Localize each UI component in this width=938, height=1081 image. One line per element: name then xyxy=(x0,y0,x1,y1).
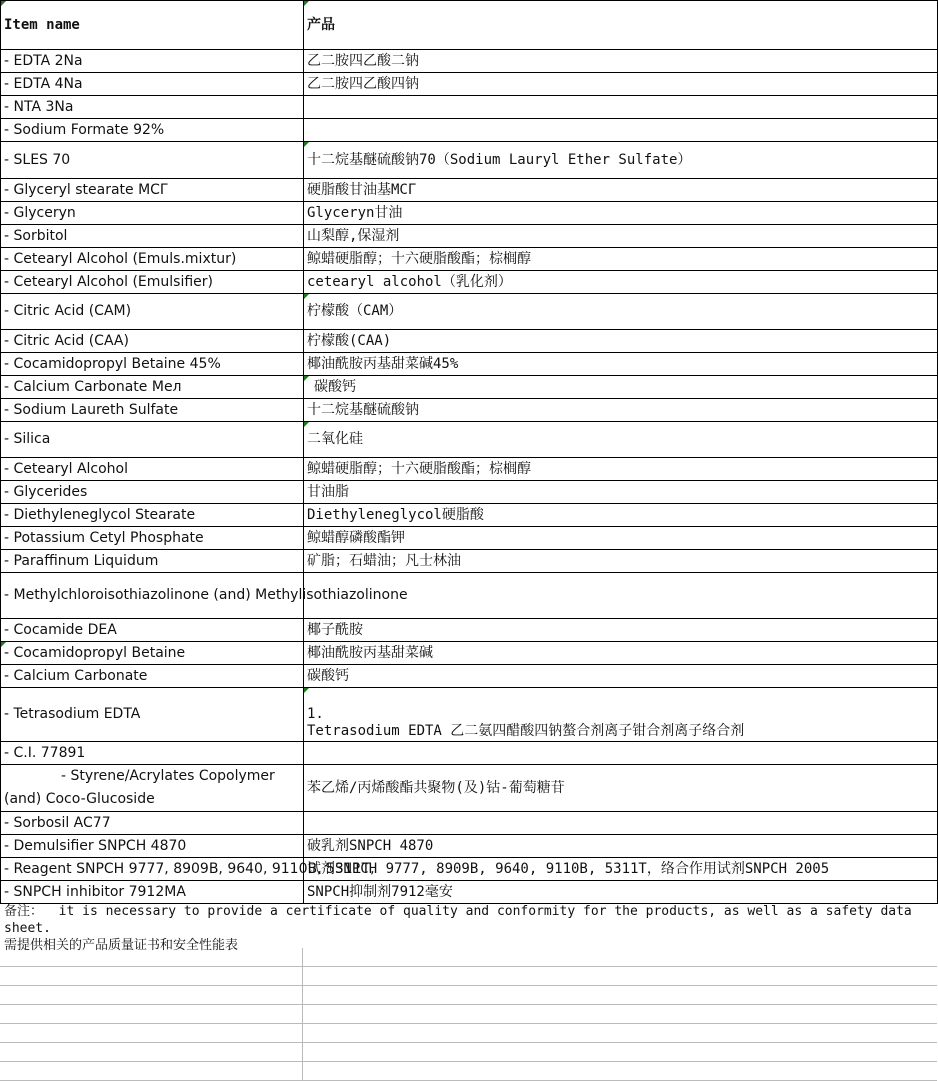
empty-row[interactable] xyxy=(0,967,937,986)
empty-row[interactable] xyxy=(0,1005,937,1024)
table-row xyxy=(1,527,938,550)
product-cell[interactable] xyxy=(304,119,938,142)
product-cell[interactable]: SNPCH抑制剂7912毫安 xyxy=(304,881,938,904)
item-name-cell[interactable]: - Cocamidopropyl Betaine 45% xyxy=(1,353,304,376)
product-cell[interactable]: 山梨醇,保湿剂 xyxy=(304,225,938,248)
item-name-cell[interactable]: - EDTA 2Na xyxy=(1,50,304,73)
table-row xyxy=(1,619,938,642)
table-row xyxy=(1,481,938,504)
item-name-cell[interactable] xyxy=(1,765,304,812)
product-cell[interactable]: 鲸蜡硬脂醇；十六硬脂酸酯；棕榈醇 xyxy=(304,248,938,271)
product-cell[interactable]: 破乳剂SNPCH 4870 xyxy=(304,835,938,858)
item-name-cell[interactable]: - Citric Acid (CAM) xyxy=(1,294,304,330)
product-cell[interactable]: 碳酸钙 xyxy=(304,376,938,399)
table-row xyxy=(1,73,938,96)
table-row xyxy=(1,665,938,688)
item-name-cell[interactable]: - Methylchloroisothiazolinone (and) Methylisothiazolinone xyxy=(1,573,304,619)
table-row xyxy=(1,179,938,202)
item-name-cell[interactable]: - SLES 70 xyxy=(1,142,304,179)
item-name-cell[interactable]: - Cetearyl Alcohol xyxy=(1,458,304,481)
item-name-cell[interactable]: - Cetearyl Alcohol (Emulsifier) xyxy=(1,271,304,294)
product-cell[interactable] xyxy=(304,688,938,742)
table-row xyxy=(1,812,938,835)
product-line: 1. xyxy=(307,706,324,722)
remark-note: 备注： it is necessary to provide a certificate of quality and conformity for the products, as well as a safety data sheet. 需提供相关的产品质量证书和安全性能表 xyxy=(4,904,912,953)
item-name-cell[interactable]: - Diethyleneglycol Stearate xyxy=(1,504,304,527)
table-row xyxy=(1,458,938,481)
item-name-cell[interactable]: - Calcium Carbonate xyxy=(1,665,304,688)
item-name-cell[interactable]: - NTA 3Na xyxy=(1,96,304,119)
table-row xyxy=(1,294,938,330)
item-name-cell[interactable]: - Calcium Carbonate Мел xyxy=(1,376,304,399)
table-row xyxy=(1,248,938,271)
item-name-cell[interactable]: - Citric Acid (CAA) xyxy=(1,330,304,353)
empty-row[interactable] xyxy=(0,1043,937,1062)
table-row xyxy=(1,330,938,353)
product-line: Tetrasodium EDTA 乙二氨四醋酸四钠螯合剂离子钳合剂离子络合剂 xyxy=(307,723,745,739)
item-name-cell[interactable]: - EDTA 4Na xyxy=(1,73,304,96)
product-cell[interactable]: 碳酸钙 xyxy=(304,665,938,688)
product-cell[interactable]: cetearyl alcohol（乳化剂） xyxy=(304,271,938,294)
product-cell[interactable]: 十二烷基醚硫酸钠70（Sodium Lauryl Ether Sulfate） xyxy=(304,142,938,179)
empty-row[interactable] xyxy=(0,986,937,1005)
item-name-cell[interactable]: - Sodium Formate 92% xyxy=(1,119,304,142)
item-name-line: - Styrene/Acrylates Copolymer xyxy=(61,768,275,784)
header-product[interactable]: 产品 xyxy=(304,1,938,50)
table-row xyxy=(1,50,938,73)
table-row xyxy=(1,881,938,904)
item-name-cell[interactable]: - Paraffinum Liquidum xyxy=(1,550,304,573)
item-name-cell[interactable]: - Glyceryn xyxy=(1,202,304,225)
empty-row[interactable] xyxy=(0,1062,937,1081)
item-name-cell[interactable]: - Cocamidopropyl Betaine xyxy=(1,642,304,665)
product-cell[interactable] xyxy=(304,96,938,119)
product-cell[interactable]: 鲸蜡醇磷酸酯钾 xyxy=(304,527,938,550)
item-name-cell[interactable]: - Silica xyxy=(1,422,304,458)
item-name-cell[interactable]: - Glyceryl stearate МСГ xyxy=(1,179,304,202)
product-cell[interactable]: 试剂SNPCH 9777, 8909B, 9640, 9110B, 5311T，络合作用试剂SNPCH 2005 xyxy=(304,858,938,881)
table-row xyxy=(1,835,938,858)
product-cell[interactable]: Glyceryn甘油 xyxy=(304,202,938,225)
table-row xyxy=(1,225,938,248)
item-name-cell[interactable]: - Glycerides xyxy=(1,481,304,504)
product-cell[interactable]: 硬脂酸甘油基МСГ xyxy=(304,179,938,202)
product-cell[interactable]: 苯乙烯/丙烯酸酯共聚物(及)钴-葡萄糖苷 xyxy=(304,765,938,812)
item-name-cell[interactable]: - Sodium Laureth Sulfate xyxy=(1,399,304,422)
product-cell[interactable]: 柠檬酸（CAM） xyxy=(304,294,938,330)
product-cell[interactable]: 鲸蜡硬脂醇；十六硬脂酸酯；棕榈醇 xyxy=(304,458,938,481)
item-name-cell[interactable]: - Cetearyl Alcohol (Emuls.mixtur) xyxy=(1,248,304,271)
table-row xyxy=(1,504,938,527)
item-name-cell[interactable]: - Sorbitol xyxy=(1,225,304,248)
item-name-cell[interactable]: - Potassium Cetyl Phosphate xyxy=(1,527,304,550)
table-row xyxy=(1,399,938,422)
product-cell[interactable] xyxy=(304,812,938,835)
product-cell[interactable]: 十二烷基醚硫酸钠 xyxy=(304,399,938,422)
empty-sheet-rows xyxy=(0,948,937,1081)
table-row xyxy=(1,376,938,399)
product-cell[interactable]: 矿脂；石蜡油；凡士林油 xyxy=(304,550,938,573)
product-cell[interactable]: 二氧化硅 xyxy=(304,422,938,458)
table-row xyxy=(1,353,938,376)
item-name-cell[interactable]: - SNPCH inhibitor 7912MA xyxy=(1,881,304,904)
table-row xyxy=(1,271,938,294)
table-row xyxy=(1,858,938,881)
product-cell[interactable]: 乙二胺四乙酸二钠 xyxy=(304,50,938,73)
item-name-line: (and) Coco-Glucoside xyxy=(4,791,155,807)
item-name-cell[interactable]: - Demulsifier SNPCH 4870 xyxy=(1,835,304,858)
header-item-name[interactable]: Item name xyxy=(1,1,304,50)
product-cell[interactable]: 椰油酰胺丙基甜菜碱45% xyxy=(304,353,938,376)
product-cell[interactable]: 柠檬酸(CAA) xyxy=(304,330,938,353)
table-row xyxy=(1,642,938,665)
table-row xyxy=(1,142,938,179)
table-row xyxy=(1,573,938,619)
product-cell[interactable] xyxy=(304,742,938,765)
item-name-cell[interactable]: - Tetrasodium EDTA xyxy=(1,688,304,742)
table-row xyxy=(1,422,938,458)
table-row xyxy=(1,96,938,119)
product-cell[interactable]: 椰油酰胺丙基甜菜碱 xyxy=(304,642,938,665)
empty-row[interactable] xyxy=(0,948,937,967)
product-cell[interactable]: 甘油脂 xyxy=(304,481,938,504)
product-cell[interactable]: Diethyleneglycol硬脂酸 xyxy=(304,504,938,527)
table-row xyxy=(1,202,938,225)
table-row xyxy=(1,765,938,812)
table-row xyxy=(1,688,938,742)
item-name-cell[interactable]: - Cocamide DEA xyxy=(1,619,304,642)
product-cell[interactable]: 椰子酰胺 xyxy=(304,619,938,642)
item-name-cell[interactable]: - C.I. 77891 xyxy=(1,742,304,765)
table-row xyxy=(1,119,938,142)
empty-row[interactable] xyxy=(0,1024,937,1043)
item-name-cell[interactable]: - Sorbosil AC77 xyxy=(1,812,304,835)
table-row xyxy=(1,742,938,765)
product-cell[interactable]: 乙二胺四乙酸四钠 xyxy=(304,73,938,96)
item-name-cell[interactable]: - Reagent SNPCH 9777, 8909B, 9640, 9110B, 5311T, xyxy=(1,858,304,881)
table-row xyxy=(1,550,938,573)
table-header-row xyxy=(1,1,938,50)
